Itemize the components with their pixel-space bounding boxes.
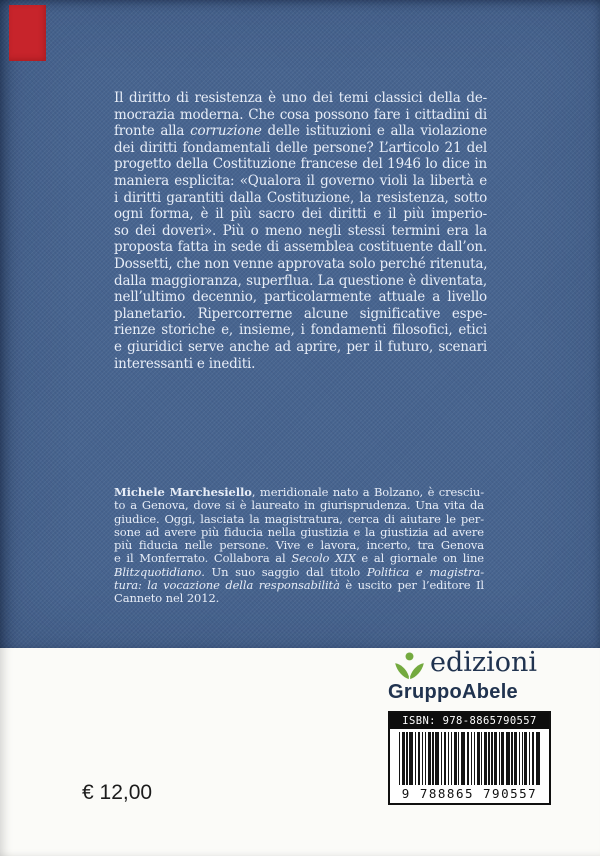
text-line: nell’ultimo decennio, particolarmente attuale a livello (114, 289, 487, 306)
text-line: tura: la vocazione della responsabilità è uscito per l’editore Il (114, 578, 484, 592)
barcode-digits: 9 788865 790557 (390, 785, 549, 803)
author-bio-paragraph (114, 486, 484, 605)
barcode-bar (484, 732, 487, 785)
barcode-bar (474, 732, 475, 785)
barcode-bar (481, 732, 482, 785)
barcode-bar (441, 732, 442, 785)
text-line: so dei doveri». Più o meno negli stessi termini era la (114, 222, 487, 239)
barcode-bar (529, 732, 530, 785)
publisher-name-gruppoabele: GruppoAbele (388, 681, 518, 703)
barcode-bar (471, 732, 472, 785)
barcode-bar (532, 732, 535, 785)
isbn-barcode (388, 711, 551, 805)
barcode-bar (522, 732, 523, 785)
text-line: mocrazia moderna. Che cosa possono fare i cittadini di (114, 106, 487, 123)
text-line: proposta fatta in sede di assemblea costituente dall’on. (114, 239, 487, 256)
text-line: planetario. Ripercorrerne alcune significative espe- (114, 305, 487, 322)
barcode-bar (451, 732, 452, 785)
barcode-bar (499, 732, 500, 785)
barcode-bar (454, 732, 457, 785)
isbn-label: ISBN: 978-8865790557 (390, 713, 549, 729)
text-line: maniera esplicita: «Qualora il governo violi la libertà e (114, 172, 487, 189)
barcode-bar (501, 732, 504, 785)
synopsis-paragraph (114, 90, 487, 372)
barcode-bar (511, 732, 512, 785)
barcode-bar (506, 732, 510, 785)
barcode-bar (399, 732, 400, 785)
text-line: i diritti garantiti dalla Costituzione, la resistenza, sotto (114, 189, 487, 206)
text-line: rienze storiche e, insieme, i fondamenti filosofici, etici (114, 322, 487, 339)
text-line: dei diritti fondamentali delle persone? L’articolo 21 del (114, 139, 487, 156)
barcode-bar (415, 732, 416, 785)
barcode-bar (494, 732, 497, 785)
barcode-bar (461, 732, 465, 785)
price-label: € 12,00 (82, 781, 153, 804)
text-line: to a Genova, dove si è laureato in giurisprudenza. Una vita da (114, 499, 484, 513)
barcode-bar (536, 732, 540, 785)
barcode-bar (514, 732, 517, 785)
barcode-bar (409, 732, 413, 785)
barcode-bar (435, 732, 439, 785)
text-line: giudice. Oggi, lasciata la magistratura, cerca di aiutare le per- (114, 512, 484, 526)
text-line: fronte alla corruzione delle istituzioni e alla violazione (114, 123, 487, 140)
series-color-mark (9, 5, 46, 61)
barcode-bar (402, 732, 405, 785)
text-line: Blitzquotidiano. Un suo saggio dal titolo Politica e magistra- (114, 565, 484, 579)
barcode-bar (428, 732, 431, 785)
text-line: e il Monferrato. Collabora al Secolo XIX e al giornale on line (114, 552, 484, 566)
barcode-bar (524, 732, 527, 785)
barcode-bar (406, 732, 407, 785)
barcode-bar (444, 732, 447, 785)
text-line: interessanti e inediti. (114, 355, 256, 372)
barcode-bar (432, 732, 433, 785)
barcode-bar (491, 732, 492, 785)
barcode-bar (488, 732, 489, 785)
barcode-bar (448, 732, 449, 785)
barcode-bar (418, 732, 421, 785)
barcode-bar (467, 732, 470, 785)
publisher-name-edizioni: edizioni (430, 647, 538, 678)
barcode-bar (477, 732, 480, 785)
text-line: e giuridici serve anche ad aprire, per il futuro, scenari (114, 338, 487, 355)
text-line: Canneto nel 2012. (114, 592, 220, 605)
barcode-bar (519, 732, 520, 785)
text-line: progetto della Costituzione francese del 1946 lo dice in (114, 156, 487, 173)
text-line: dalla maggioranza, superflua. La questione è diventata, (114, 272, 487, 289)
barcode-bars (390, 729, 549, 785)
person-icon (393, 651, 426, 682)
text-line: sone ad avere più fiducia nella giustizia e la giustizia ad avere (114, 525, 484, 539)
text-line: Il diritto di resistenza è uno dei temi classici della de- (114, 90, 487, 106)
text-line: Dossetti, che non venne approvata solo perché ritenuta, (114, 255, 487, 272)
text-line: ogni forma, è il più sacro dei diritti e il più imperio- (114, 206, 487, 223)
barcode-bar (422, 732, 423, 785)
barcode-bar (425, 732, 426, 785)
text-line: più fiducia nelle persone. Vive e lavora, incerto, tra Genova (114, 539, 484, 552)
text-line: Michele Marchesiello, meridionale nato a Bolzano, è cresciu- (114, 486, 484, 499)
barcode-bar (458, 732, 459, 785)
